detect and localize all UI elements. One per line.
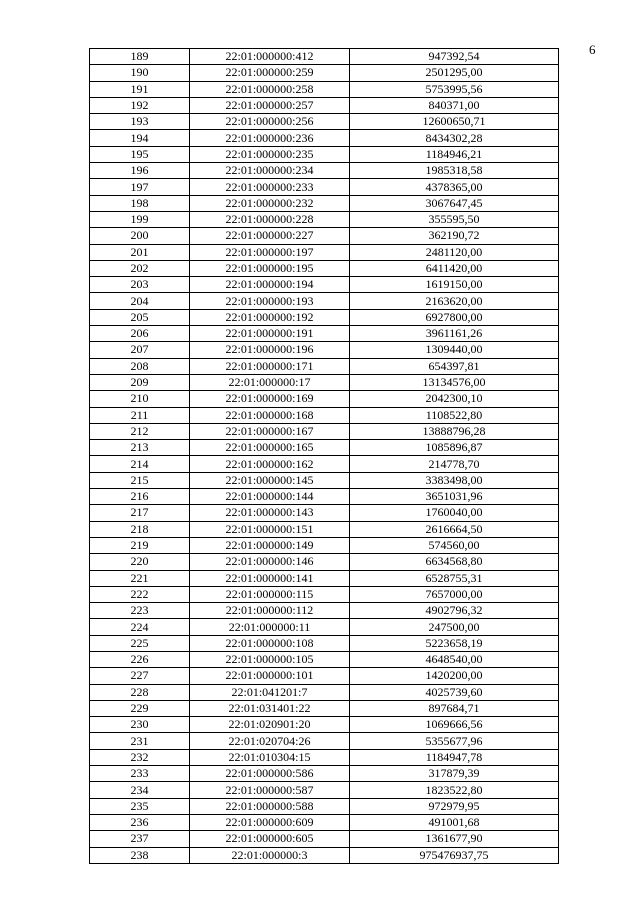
cadastral-number-cell: 22:01:000000:115	[190, 586, 350, 602]
cadastral-number-cell: 22:01:000000:165	[190, 440, 350, 456]
cadastral-number-cell: 22:01:010304:15	[190, 749, 350, 765]
table-row	[90, 570, 559, 586]
value-cell: 362190,72	[350, 228, 559, 244]
cadastral-number-cell: 22:01:000000:235	[190, 146, 350, 162]
cadastral-number-cell: 22:01:000000:143	[190, 505, 350, 521]
table-row	[90, 440, 559, 456]
value-cell: 13888796,28	[350, 423, 559, 439]
table-row	[90, 130, 559, 146]
table-row	[90, 277, 559, 293]
value-cell: 3651031,96	[350, 489, 559, 505]
cadastral-number-cell: 22:01:000000:194	[190, 277, 350, 293]
value-cell: 975476937,75	[350, 847, 559, 863]
cadastral-value-table	[89, 48, 559, 864]
cadastral-number-cell: 22:01:000000:112	[190, 603, 350, 619]
value-cell: 5753995,56	[350, 81, 559, 97]
row-number-cell: 212	[90, 423, 190, 439]
row-number-cell: 208	[90, 358, 190, 374]
cadastral-number-cell: 22:01:000000:192	[190, 309, 350, 325]
row-number-cell: 189	[90, 49, 190, 65]
cadastral-number-cell: 22:01:000000:171	[190, 358, 350, 374]
value-cell: 4378365,00	[350, 179, 559, 195]
value-cell: 4902796,32	[350, 603, 559, 619]
cadastral-number-cell: 22:01:000000:145	[190, 472, 350, 488]
row-number-cell: 191	[90, 81, 190, 97]
table-row	[90, 603, 559, 619]
cadastral-number-cell: 22:01:000000:586	[190, 766, 350, 782]
row-number-cell: 213	[90, 440, 190, 456]
table-row	[90, 586, 559, 602]
cadastral-number-cell: 22:01:041201:7	[190, 684, 350, 700]
cadastral-number-cell: 22:01:000000:144	[190, 489, 350, 505]
value-cell: 654397,81	[350, 358, 559, 374]
table-row	[90, 49, 559, 65]
value-cell: 5355677,96	[350, 733, 559, 749]
table-row	[90, 472, 559, 488]
row-number-cell: 196	[90, 163, 190, 179]
cadastral-number-cell: 22:01:031401:22	[190, 700, 350, 716]
table-row	[90, 342, 559, 358]
table-row	[90, 326, 559, 342]
value-cell: 1108522,80	[350, 407, 559, 423]
row-number-cell: 194	[90, 130, 190, 146]
table-row	[90, 97, 559, 113]
value-cell: 317879,39	[350, 766, 559, 782]
page-number: 6	[589, 42, 596, 57]
table-row	[90, 619, 559, 635]
value-cell: 6634568,80	[350, 554, 559, 570]
value-cell: 3383498,00	[350, 472, 559, 488]
cadastral-number-cell: 22:01:000000:151	[190, 521, 350, 537]
row-number-cell: 197	[90, 179, 190, 195]
row-number-cell: 221	[90, 570, 190, 586]
value-cell: 5223658,19	[350, 635, 559, 651]
table-row	[90, 244, 559, 260]
row-number-cell: 235	[90, 798, 190, 814]
cadastral-number-cell: 22:01:000000:259	[190, 65, 350, 81]
value-cell: 6411420,00	[350, 260, 559, 276]
cadastral-number-cell: 22:01:000000:17	[190, 374, 350, 390]
table-row	[90, 521, 559, 537]
cadastral-number-cell: 22:01:000000:149	[190, 537, 350, 553]
value-cell: 1184946,21	[350, 146, 559, 162]
cadastral-number-cell: 22:01:000000:234	[190, 163, 350, 179]
cadastral-number-cell: 22:01:000000:257	[190, 97, 350, 113]
value-cell: 1085896,87	[350, 440, 559, 456]
cadastral-number-cell: 22:01:000000:146	[190, 554, 350, 570]
table-row	[90, 749, 559, 765]
cadastral-number-cell: 22:01:000000:236	[190, 130, 350, 146]
table-row	[90, 228, 559, 244]
value-cell: 1619150,00	[350, 277, 559, 293]
cadastral-number-cell: 22:01:000000:256	[190, 114, 350, 130]
table-body	[90, 49, 559, 864]
table-row	[90, 733, 559, 749]
value-cell: 897684,71	[350, 700, 559, 716]
table-row	[90, 489, 559, 505]
table-row	[90, 537, 559, 553]
row-number-cell: 211	[90, 407, 190, 423]
cadastral-number-cell: 22:01:000000:195	[190, 260, 350, 276]
table-row	[90, 554, 559, 570]
row-number-cell: 199	[90, 211, 190, 227]
cadastral-number-cell: 22:01:000000:197	[190, 244, 350, 260]
row-number-cell: 233	[90, 766, 190, 782]
row-number-cell: 227	[90, 668, 190, 684]
value-cell: 6528755,31	[350, 570, 559, 586]
row-number-cell: 234	[90, 782, 190, 798]
value-cell: 1823522,80	[350, 782, 559, 798]
row-number-cell: 202	[90, 260, 190, 276]
row-number-cell: 195	[90, 146, 190, 162]
row-number-cell: 190	[90, 65, 190, 81]
cadastral-number-cell: 22:01:000000:193	[190, 293, 350, 309]
value-cell: 12600650,71	[350, 114, 559, 130]
row-number-cell: 204	[90, 293, 190, 309]
row-number-cell: 217	[90, 505, 190, 521]
table-row	[90, 81, 559, 97]
value-cell: 2501295,00	[350, 65, 559, 81]
row-number-cell: 205	[90, 309, 190, 325]
value-cell: 4648540,00	[350, 651, 559, 667]
cadastral-number-cell: 22:01:000000:588	[190, 798, 350, 814]
value-cell: 1760040,00	[350, 505, 559, 521]
value-cell: 7657000,00	[350, 586, 559, 602]
table-row	[90, 358, 559, 374]
row-number-cell: 192	[90, 97, 190, 113]
table-row	[90, 309, 559, 325]
cadastral-number-cell: 22:01:000000:196	[190, 342, 350, 358]
cadastral-number-cell: 22:01:000000:168	[190, 407, 350, 423]
cadastral-number-cell: 22:01:000000:3	[190, 847, 350, 863]
cadastral-number-cell: 22:01:000000:228	[190, 211, 350, 227]
value-cell: 247500,00	[350, 619, 559, 635]
value-cell: 947392,54	[350, 49, 559, 65]
row-number-cell: 238	[90, 847, 190, 863]
row-number-cell: 198	[90, 195, 190, 211]
cadastral-number-cell: 22:01:000000:587	[190, 782, 350, 798]
row-number-cell: 201	[90, 244, 190, 260]
row-number-cell: 226	[90, 651, 190, 667]
cadastral-number-cell: 22:01:020901:20	[190, 717, 350, 733]
table-row	[90, 684, 559, 700]
table-row	[90, 766, 559, 782]
value-cell: 1361677,90	[350, 831, 559, 847]
cadastral-number-cell: 22:01:000000:227	[190, 228, 350, 244]
value-cell: 972979,95	[350, 798, 559, 814]
row-number-cell: 210	[90, 391, 190, 407]
value-cell: 214778,70	[350, 456, 559, 472]
row-number-cell: 223	[90, 603, 190, 619]
cadastral-number-cell: 22:01:000000:232	[190, 195, 350, 211]
value-cell: 355595,50	[350, 211, 559, 227]
table-row	[90, 407, 559, 423]
value-cell: 1985318,58	[350, 163, 559, 179]
table-row	[90, 798, 559, 814]
table-row	[90, 651, 559, 667]
value-cell: 4025739,60	[350, 684, 559, 700]
row-number-cell: 206	[90, 326, 190, 342]
value-cell: 8434302,28	[350, 130, 559, 146]
row-number-cell: 229	[90, 700, 190, 716]
row-number-cell: 193	[90, 114, 190, 130]
cadastral-number-cell: 22:01:000000:258	[190, 81, 350, 97]
table-row	[90, 293, 559, 309]
value-cell: 3067647,45	[350, 195, 559, 211]
value-cell: 491001,68	[350, 814, 559, 830]
value-cell: 3961161,26	[350, 326, 559, 342]
cadastral-number-cell: 22:01:000000:605	[190, 831, 350, 847]
table-row	[90, 146, 559, 162]
table-row	[90, 211, 559, 227]
table-row	[90, 114, 559, 130]
table-row	[90, 423, 559, 439]
table-row	[90, 847, 559, 863]
table-row	[90, 782, 559, 798]
row-number-cell: 215	[90, 472, 190, 488]
row-number-cell: 224	[90, 619, 190, 635]
cadastral-number-cell: 22:01:000000:412	[190, 49, 350, 65]
cadastral-number-cell: 22:01:000000:108	[190, 635, 350, 651]
value-cell: 13134576,00	[350, 374, 559, 390]
value-cell: 2163620,00	[350, 293, 559, 309]
cadastral-number-cell: 22:01:000000:167	[190, 423, 350, 439]
value-cell: 1420200,00	[350, 668, 559, 684]
table-row	[90, 668, 559, 684]
cadastral-number-cell: 22:01:000000:191	[190, 326, 350, 342]
table-row	[90, 717, 559, 733]
table-row	[90, 814, 559, 830]
cadastral-number-cell: 22:01:000000:11	[190, 619, 350, 635]
table-row	[90, 195, 559, 211]
value-cell: 1184947,78	[350, 749, 559, 765]
table-row	[90, 260, 559, 276]
table-row	[90, 65, 559, 81]
value-cell: 1309440,00	[350, 342, 559, 358]
table-row	[90, 505, 559, 521]
row-number-cell: 232	[90, 749, 190, 765]
row-number-cell: 216	[90, 489, 190, 505]
cadastral-number-cell: 22:01:000000:609	[190, 814, 350, 830]
cadastral-number-cell: 22:01:000000:233	[190, 179, 350, 195]
row-number-cell: 231	[90, 733, 190, 749]
value-cell: 2616664,50	[350, 521, 559, 537]
table-row	[90, 391, 559, 407]
table-row	[90, 374, 559, 390]
table-row	[90, 456, 559, 472]
row-number-cell: 230	[90, 717, 190, 733]
value-cell: 574560,00	[350, 537, 559, 553]
value-cell: 1069666,56	[350, 717, 559, 733]
value-cell: 6927800,00	[350, 309, 559, 325]
cadastral-number-cell: 22:01:000000:141	[190, 570, 350, 586]
table-row	[90, 831, 559, 847]
table-row	[90, 700, 559, 716]
row-number-cell: 237	[90, 831, 190, 847]
row-number-cell: 228	[90, 684, 190, 700]
row-number-cell: 209	[90, 374, 190, 390]
value-cell: 2481120,00	[350, 244, 559, 260]
row-number-cell: 207	[90, 342, 190, 358]
cadastral-number-cell: 22:01:000000:105	[190, 651, 350, 667]
row-number-cell: 203	[90, 277, 190, 293]
row-number-cell: 214	[90, 456, 190, 472]
cadastral-number-cell: 22:01:020704:26	[190, 733, 350, 749]
table-row	[90, 635, 559, 651]
table-row	[90, 163, 559, 179]
cadastral-number-cell: 22:01:000000:169	[190, 391, 350, 407]
table-row	[90, 179, 559, 195]
cadastral-number-cell: 22:01:000000:162	[190, 456, 350, 472]
row-number-cell: 222	[90, 586, 190, 602]
row-number-cell: 225	[90, 635, 190, 651]
row-number-cell: 220	[90, 554, 190, 570]
row-number-cell: 219	[90, 537, 190, 553]
cadastral-number-cell: 22:01:000000:101	[190, 668, 350, 684]
value-cell: 840371,00	[350, 97, 559, 113]
row-number-cell: 236	[90, 814, 190, 830]
row-number-cell: 200	[90, 228, 190, 244]
row-number-cell: 218	[90, 521, 190, 537]
value-cell: 2042300,10	[350, 391, 559, 407]
